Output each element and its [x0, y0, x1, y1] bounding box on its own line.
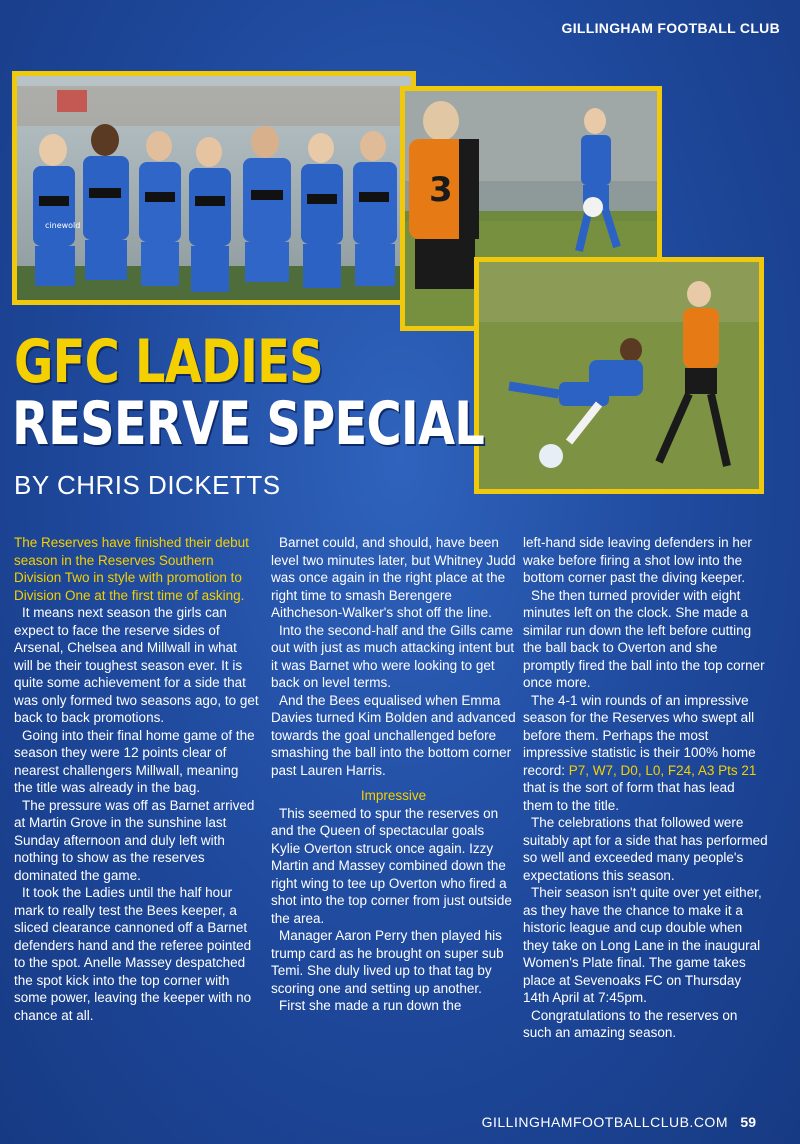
- article-paragraph: The pressure was off as Barnet arrived at Martin Grove in the sunshine last Sunday afternoon and duly left with nothing to show as the reserves dominated the game.: [14, 797, 255, 883]
- home-record-stats: P7, W7, D0, L0, F24, A3 Pts 21: [568, 762, 757, 778]
- footer-website-url: GILLINGHAMFOOTBALLCLUB.COM: [481, 1114, 728, 1130]
- article-column-1: [14, 534, 259, 1024]
- article-paragraph: Into the second-half and the Gills came out with just as much attacking intent but it was Barnet who were looking to get back on level terms.: [271, 622, 515, 690]
- article-paragraph: She then turned provider with eight minutes left on the clock. She made a similar run down the left before cutting the ball back to Overton and she promptly fired the ball into the top corner once more.: [523, 587, 765, 690]
- stats-intro-text: The 4-1 win rounds of an impressive season for the Reserves who swept all before them. Perhaps the most impressive statistic is their 100% home record:: [523, 692, 756, 778]
- article-column-2: [271, 534, 516, 1015]
- article-lead-paragraph: The Reserves have finished their debut season in the Reserves Southern Division Two in style with promotion to Division One at the first time of asking.: [14, 535, 249, 603]
- shirt-sponsor-text: cinewold: [45, 221, 81, 230]
- club-name-header: GILLINGHAM FOOTBALL CLUB: [561, 20, 780, 36]
- article-subheading: Impressive: [360, 788, 427, 803]
- headline-line-1: GFC LADIES: [14, 327, 323, 397]
- article-column-3: [523, 534, 768, 1042]
- article-paragraph: Going into their final home game of the season they were 12 points clear of nearest challengers Millwall, meaning the title was already in the bag.: [14, 727, 255, 795]
- article-paragraph: It took the Ladies until the half hour mark to really test the Bees keeper, a sliced clearance cannoned off a Barnet defenders hand and the referee pointed to the spot. Anelle Massey despatched the spot kick into the top corner with some power, leaving the keeper with no chance at all.: [14, 885, 252, 1023]
- article-paragraph: Barnet could, and should, have been level two minutes later, but Whitney Judd was once again in the right place at the right time to smash Berengere Aithcheson-Walker's shot off the line.: [271, 535, 516, 620]
- article-paragraph: It means next season the girls can expect to face the reserve sides of Arsenal, Chelsea and Millwall in what will be their toughest season ever. It is quite some achievement for a side that was only formed two seasons ago, to get back to back promotions.: [14, 605, 259, 725]
- footer-page-number: 59: [740, 1114, 756, 1130]
- article-paragraph: And the Bees equalised when Emma Davies turned Kim Bolden and advanced towards the goal unchallenged before smashing the ball into the bottom corner past Lauren Harris.: [271, 692, 516, 778]
- byline: BY CHRIS DICKETTS: [14, 470, 281, 500]
- article-paragraph: First she made a run down the: [279, 998, 462, 1013]
- article-paragraph: left-hand side leaving defenders in her wake before firing a shot low into the bottom corner past the diving keeper.: [523, 535, 752, 585]
- article-paragraph: Congratulations to the reserves on such an amazing season.: [523, 1007, 738, 1040]
- stats-outro-text: that is the sort of form that has lead them to the title.: [523, 780, 735, 813]
- match-action-photo-2: [474, 257, 764, 494]
- article-paragraph-stats: [523, 692, 768, 815]
- headline-line-2: RESERVE SPECIAL: [12, 389, 485, 459]
- team-celebration-photo: [12, 71, 416, 305]
- article-paragraph: This seemed to spur the reserves on and the Queen of spectacular goals Kylie Overton struck once again. Izzy Martin and Massey combined down the right wing to tee up Overton who fired a shot into the top corner from just outside the area.: [271, 805, 512, 926]
- svg-text:3: 3: [429, 170, 453, 210]
- article-paragraph: The celebrations that followed were suitably apt for a side that has performed so well and exceeded many people's expectations this season.: [523, 815, 768, 883]
- article-paragraph: Manager Aaron Perry then played his trump card as he brought on super sub Temi. She duly lived up to that tag by scoring one and setting up another.: [271, 928, 504, 996]
- article-paragraph: Their season isn't quite over yet either, as they have the chance to make it a historic league and cup double when they take on Long Lane in the inaugural Women's Plate final. The game takes place at Sevenoaks FC on Thursday 14th April at 7:45pm.: [523, 885, 762, 1005]
